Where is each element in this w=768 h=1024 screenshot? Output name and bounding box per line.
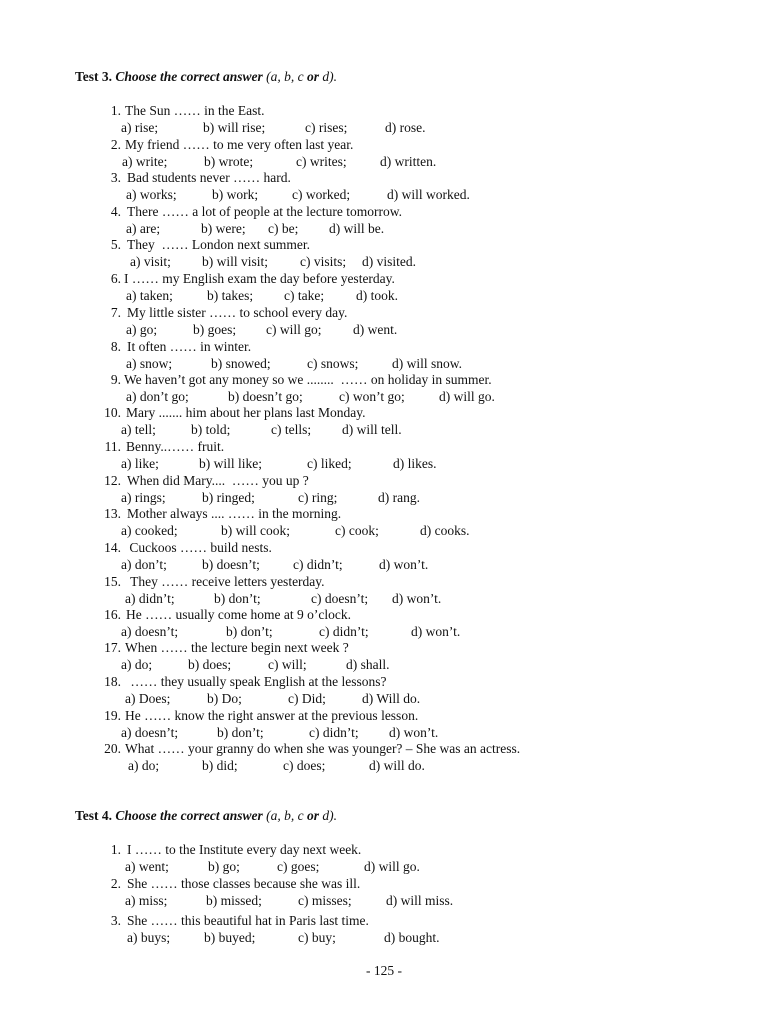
option-d: d) cooks. <box>420 523 470 538</box>
option-d: d) went. <box>353 322 398 337</box>
option-b: b) will visit; <box>202 254 269 269</box>
option-c: c) rises; <box>305 120 348 135</box>
option-c: c) didn’t; <box>293 557 343 572</box>
option-a: a) do; <box>128 758 160 773</box>
question-text: Benny..…… fruit. <box>126 439 225 454</box>
question-number: 5. <box>110 237 121 252</box>
option-b: b) goes; <box>193 322 237 337</box>
option-d: d) likes. <box>393 456 437 471</box>
option-d: d) rose. <box>385 120 426 135</box>
question-number: 1. <box>110 842 121 857</box>
option-b: b) Do; <box>207 691 242 706</box>
question-text: There …… a lot of people at the lecture tomorrow. <box>127 204 403 219</box>
option-d: d) will go. <box>364 859 420 874</box>
option-a: a) Does; <box>125 691 171 706</box>
option-d: d) took. <box>356 288 398 303</box>
option-a: a) rings; <box>121 490 166 505</box>
question-text: Mother always .... …… in the morning. <box>127 506 342 521</box>
option-d: d) shall. <box>346 657 390 672</box>
option-a: a) do; <box>121 657 153 672</box>
option-b: b) work; <box>212 187 259 202</box>
option-a: a) go; <box>126 322 158 337</box>
question-text: He …… usually come home at 9 o’clock. <box>126 607 351 622</box>
option-c: c) doesn’t; <box>311 591 369 606</box>
option-c: c) writes; <box>296 154 347 169</box>
option-a: a) are; <box>126 221 161 236</box>
option-c: c) Did; <box>288 691 326 706</box>
option-d: d) will tell. <box>342 422 402 437</box>
option-b: b) will cook; <box>221 523 290 538</box>
option-b: b) takes; <box>207 288 254 303</box>
test-3-or: or <box>307 69 320 84</box>
option-d: d) visited. <box>362 254 416 269</box>
option-b: b) don’t; <box>226 624 273 639</box>
test-4-instruction: Choose the correct answer <box>115 808 263 823</box>
option-d: d) will worked. <box>387 187 470 202</box>
question-text: He …… know the right answer at the previous lesson. <box>125 708 419 723</box>
test-4-title <box>75 808 337 824</box>
option-c: c) will go; <box>266 322 322 337</box>
question-number: 16. <box>104 607 121 622</box>
test-3-instruction: Choose the correct answer <box>115 69 263 84</box>
option-a: a) snow; <box>126 356 173 371</box>
option-a: a) went; <box>125 859 169 874</box>
option-d: d) won’t. <box>389 725 439 740</box>
option-c: c) buy; <box>298 930 336 945</box>
question-number: 12. <box>104 473 121 488</box>
question-text: They …… London next summer. <box>127 237 310 252</box>
option-d: d) Will do. <box>362 691 421 706</box>
option-b: b) will rise; <box>203 120 266 135</box>
option-c: c) didn’t; <box>309 725 359 740</box>
question-text: The Sun …… in the East. <box>125 103 265 118</box>
option-d: d) will miss. <box>386 893 454 908</box>
question-number: 19. <box>104 708 121 723</box>
option-b: b) did; <box>202 758 238 773</box>
test-4-or: or <box>307 808 320 823</box>
question-number: 18. <box>104 674 121 689</box>
option-d: d) won’t. <box>392 591 442 606</box>
option-b: b) does; <box>188 657 232 672</box>
question-number: 3. <box>110 913 121 928</box>
option-c: c) goes; <box>277 859 320 874</box>
option-c: c) ring; <box>298 490 338 505</box>
question-number: 9. <box>110 372 121 387</box>
option-a: a) rise; <box>121 120 159 135</box>
question-text: They …… receive letters yesterday. <box>127 574 325 589</box>
option-d: d) will snow. <box>392 356 462 371</box>
option-d: d) won’t. <box>411 624 461 639</box>
option-c: c) won’t go; <box>339 389 405 404</box>
option-c: c) worked; <box>292 187 351 202</box>
question-number: 15. <box>104 574 121 589</box>
test-4-choices-open: (a, b, c <box>266 808 308 823</box>
option-d: d) won’t. <box>379 557 429 572</box>
option-d: d) will be. <box>329 221 385 236</box>
question-text: When …… the lecture begin next week ? <box>125 640 349 655</box>
option-b: b) wrote; <box>204 154 254 169</box>
option-b: b) doesn’t; <box>202 557 260 572</box>
question-number: 10. <box>104 405 121 420</box>
option-a: a) tell; <box>121 422 156 437</box>
option-d: d) bought. <box>384 930 440 945</box>
option-b: b) buyed; <box>204 930 256 945</box>
option-c: c) does; <box>283 758 326 773</box>
question-text: She …… those classes because she was ill. <box>127 876 361 891</box>
option-c: c) tells; <box>271 422 312 437</box>
option-a: a) cooked; <box>121 523 178 538</box>
option-b: b) will like; <box>199 456 262 471</box>
option-c: c) visits; <box>300 254 347 269</box>
question-number: 13. <box>104 506 121 521</box>
question-text: I …… to the Institute every day next week. <box>127 842 362 857</box>
test-3-lead: Test 3. <box>75 69 113 84</box>
question-number: 7. <box>110 305 121 320</box>
question-number: 3. <box>110 170 121 185</box>
option-b: b) snowed; <box>211 356 271 371</box>
test-3-title <box>75 69 337 85</box>
question-text: …… they usually speak English at the lessons? <box>127 674 387 689</box>
option-d: d) will do. <box>369 758 425 773</box>
question-text: My little sister …… to school every day. <box>127 305 348 320</box>
question-text: I …… my English exam the day before yesterday. <box>124 271 395 286</box>
option-c: c) take; <box>284 288 325 303</box>
option-a: a) taken; <box>126 288 173 303</box>
test-3-choices-open: (a, b, c <box>266 69 308 84</box>
option-a: a) doesn’t; <box>121 725 179 740</box>
option-a: a) buys; <box>127 930 171 945</box>
option-a: a) visit; <box>130 254 171 269</box>
question-text: It often …… in winter. <box>127 339 252 354</box>
option-b: b) told; <box>191 422 231 437</box>
option-c: c) will; <box>268 657 307 672</box>
option-c: c) be; <box>268 221 299 236</box>
question-number: 17. <box>104 640 121 655</box>
question-text: Bad students never …… hard. <box>127 170 291 185</box>
question-number: 11. <box>104 439 121 454</box>
option-a: a) didn’t; <box>125 591 175 606</box>
question-number: 6. <box>110 271 121 286</box>
option-d: d) written. <box>380 154 437 169</box>
question-number: 2. <box>110 876 121 891</box>
option-a: a) works; <box>126 187 177 202</box>
option-a: a) miss; <box>125 893 168 908</box>
question-text: She …… this beautiful hat in Paris last time. <box>127 913 369 928</box>
option-a: a) don’t go; <box>126 389 189 404</box>
question-number: 2. <box>110 137 121 152</box>
option-d: d) will go. <box>439 389 495 404</box>
option-b: b) doesn’t go; <box>228 389 303 404</box>
option-b: b) go; <box>208 859 240 874</box>
option-c: c) didn’t; <box>319 624 369 639</box>
option-b: b) missed; <box>206 893 262 908</box>
option-b: b) ringed; <box>202 490 255 505</box>
question-text: Mary ....... him about her plans last Monday. <box>126 405 366 420</box>
option-c: c) cook; <box>335 523 379 538</box>
option-a: a) doesn’t; <box>121 624 179 639</box>
test-4-choices-close: d). <box>319 808 338 823</box>
option-b: b) don’t; <box>214 591 261 606</box>
question-text: What …… your granny do when she was younger? – She was an actress. <box>125 741 521 756</box>
question-text: We haven’t got any money so we ........ …… on holiday in summer. <box>124 372 492 387</box>
option-b: b) were; <box>201 221 246 236</box>
question-number: 4. <box>110 204 121 219</box>
option-b: b) don’t; <box>217 725 264 740</box>
test-3-choices-close: d). <box>319 69 338 84</box>
question-text: Cuckoos …… build nests. <box>126 540 272 555</box>
question-number: 14. <box>104 540 121 555</box>
option-c: c) misses; <box>298 893 352 908</box>
option-a: a) like; <box>121 456 159 471</box>
option-c: c) liked; <box>307 456 352 471</box>
option-c: c) snows; <box>307 356 359 371</box>
option-d: d) rang. <box>378 490 420 505</box>
question-text: When did Mary.... …… you up ? <box>127 473 309 488</box>
question-text: My friend …… to me very often last year. <box>125 137 354 152</box>
option-a: a) write; <box>122 154 168 169</box>
page-number: - 125 - <box>366 963 402 978</box>
question-number: 8. <box>110 339 121 354</box>
question-number: 1. <box>110 103 121 118</box>
question-number: 20. <box>104 741 121 756</box>
option-a: a) don’t; <box>121 557 167 572</box>
test-4-lead: Test 4. <box>75 808 113 823</box>
